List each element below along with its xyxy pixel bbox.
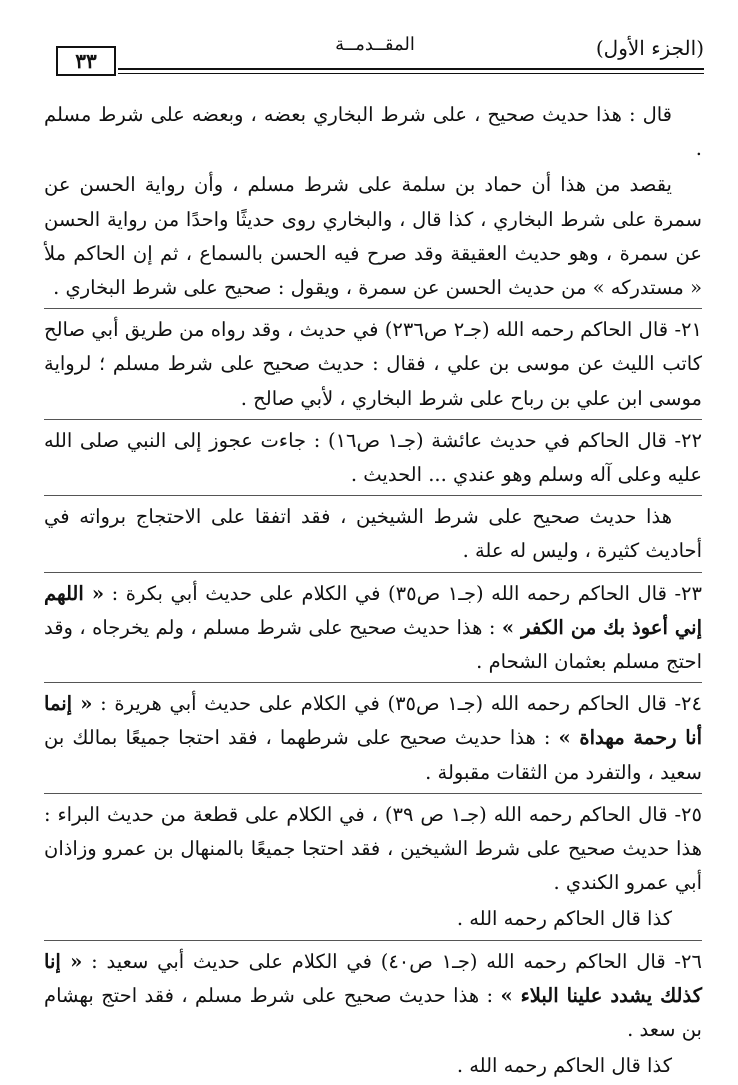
paragraph-text: قال : هذا حديث صحيح ، على شرط البخاري بعضه ، وبعضه على شرط مسلم . [44,103,702,161]
paragraph-separator [44,419,702,420]
paragraph-separator [44,793,702,794]
paragraph-text: ٢١- قال الحاكم رحمه الله (جـ٢ ص٢٣٦) في حديث ، وقد رواه من طريق أبي صالح كاتب الليث عن موسى بن علي ، فقال : حديث صحيح على شرط مسلم ؛ لرواية موسى ابن علي بن رباح على شرط البخاري ، لأبي صالح . [44,318,702,410]
body-paragraph [44,424,702,492]
paragraph-text: هذا حديث صحيح على شرط الشيخين ، فقد اتفقا على الاحتجاج برواته في أحاديث كثيرة ، وليس له علة . [44,505,702,563]
paragraph-separator [44,940,702,941]
header-rule-thin [118,73,704,74]
body-paragraph [44,98,702,166]
paragraph-text: : هذا حديث صحيح على شرط مسلم ، فقد احتج بهشام بن سعد . [44,983,702,1042]
body-paragraph [44,687,702,790]
paragraph-text: ٢٤- قال الحاكم رحمه الله (جـ١ ص٣٥) في الكلام على حديث أبي هريرة : [92,692,702,716]
body-paragraph [44,902,702,936]
body-paragraph [44,1049,702,1083]
body-paragraph [44,500,702,568]
paragraph-text: ٢٦- قال الحاكم رحمه الله (جـ١ ص٤٠) في الكلام على حديث أبي سعيد : [82,949,702,973]
hadith-quote: « اللهم إني أعوذ بك من الكفر » [44,581,702,639]
header-rule-thick [118,68,704,70]
page-header [46,28,704,72]
page-number: ٣٣ [75,49,97,73]
paragraph-text: ٢٥- قال الحاكم رحمه الله (جـ١ ص ٣٩) ، في الكلام على قطعة من حديث البراء : هذا حديث صحيح على شرط الشيخين ، فقد احتجا جميعًا بالمنهال بن عمرو وزاذان أبي عمرو الكندي . [44,802,702,895]
paragraph-separator [44,495,702,496]
page-body [44,98,702,1085]
paragraph-separator [44,308,702,309]
paragraph-text: يقصد من هذا أن حماد بن سلمة على شرط مسلم ، وأن رواية الحسن عن سمرة على شرط البخاري ، كذا قال ، والبخاري روى حديثًا واحدًا من رواية الحسن عن سمرة ، وهو حديث العقيقة وقد صرح فيه الحسن بالسماع ، ثم إن الحاكم ملأ « مستدركه » من حديث الحسن عن سمرة ، ويقول : صحيح على شرط البخاري . [44,173,702,300]
hadith-quote: « إنما أنا رحمة مهداة » [44,692,702,750]
paragraph-separator [44,682,702,683]
hadith-quote: « إنا كذلك يشدد علينا البلاء » [44,949,703,1007]
part-label: (الجزء الأول) [595,36,704,60]
body-paragraph [44,313,702,416]
body-paragraph [44,945,702,1048]
body-paragraph [44,798,702,901]
body-paragraph [44,577,702,680]
paragraph-text: : هذا حديث صحيح على شرطهما ، فقد احتجا جميعًا بمالك بن سعيد ، والتفرد من الثقات مقبولة . [44,726,702,784]
paragraph-text: كذا قال الحاكم رحمه الله . [456,907,672,931]
paragraph-text: ٢٣- قال الحاكم رحمه الله (جـ١ ص٣٥) في الكلام على حديث أبي بكرة : [104,581,702,605]
paragraph-text: ٢٢- قال الحاكم في حديث عائشة (جـ١ ص١٦) : جاءت عجوز إلى النبي صلى الله عليه وعلى آله وسلم وهو عندي ... الحديث . [44,428,702,487]
paragraph-text: : هذا حديث صحيح على شرط مسلم ، ولم يخرجاه ، وقد احتج مسلم بعثمان الشحام . [44,615,702,674]
body-paragraph [44,168,702,305]
paragraph-separator [44,572,702,573]
running-title: المقــدمــة [335,34,415,55]
paragraph-text: كذا قال الحاكم رحمه الله . [456,1054,672,1078]
